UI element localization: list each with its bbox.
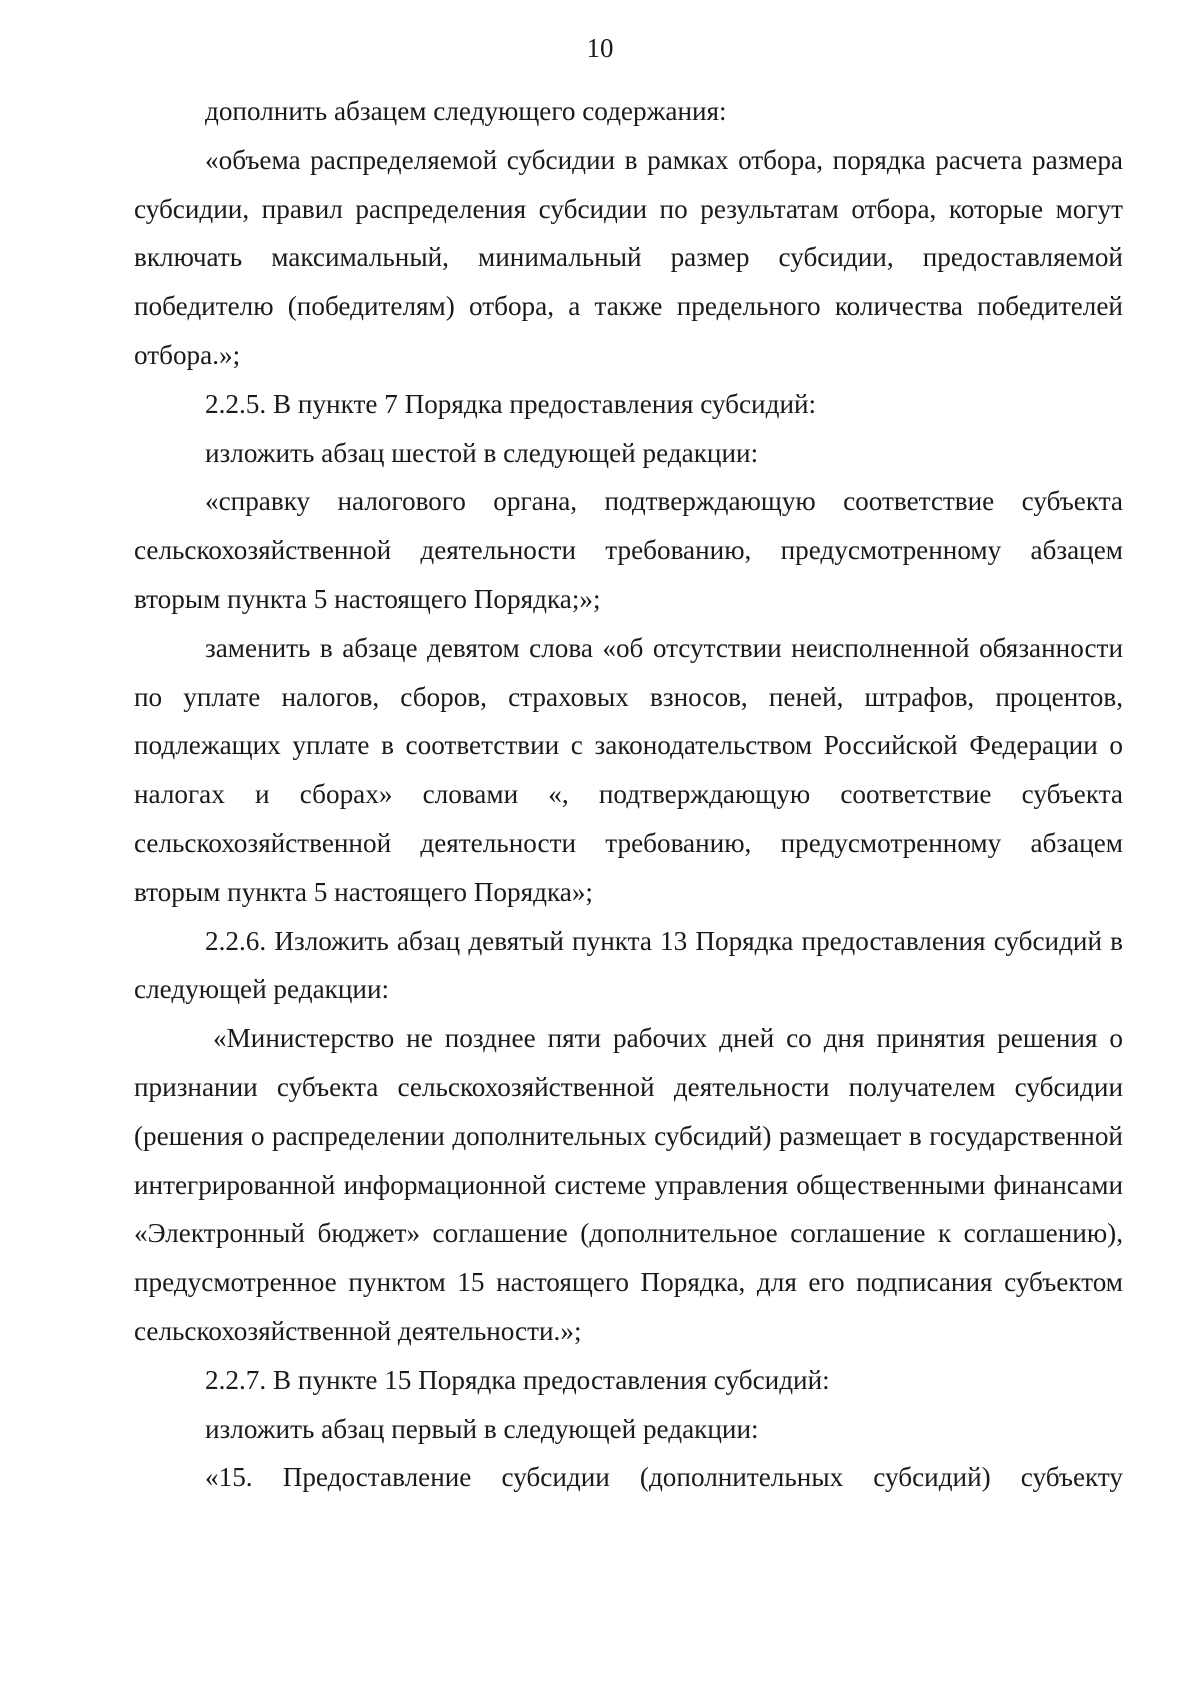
paragraph-item-2-2-5: 2.2.5. В пункте 7 Порядка предоставления субсидий: (205, 388, 817, 419)
paragraph-sixth-abzac-instruction: изложить абзац шестой в следующей редакции: (205, 437, 759, 468)
paragraph-subsidy-volume-quote: «объема распределяемой субсидии в рамках отбора, порядка расчета размера субсидии, правил распределения субсидии по результатам отбора, которые могут включать максимальный, минимальный размер субсидии, предоставляемой победителю (победителям) отбора, а также предельного количества победителей отбора.»; (134, 144, 1123, 370)
paragraph-item-2-2-7: 2.2.7. В пункте 15 Порядка предоставления субсидий: (205, 1364, 830, 1395)
paragraph-ministry-quote: «Министерство не позднее пяти рабочих дней со дня принятия решения о признании субъекта сельскохозяйственной деятельности получателем субсидии (решения о распределении дополнительных субсидий) размещает в государственной интегрированной информационной системе управления общественными финансами «Электронный бюджет» соглашение (дополнительное соглашение к соглашению), предусмотренное пунктом 15 настоящего Порядка, для его подписания субъектом сельскохозяйственной деятельности.»; (134, 1023, 1123, 1346)
paragraph-replace-words-ninth-abzac: заменить в абзаце девятом слова «об отсутствии неисполненной обязанности по уплате налогов, сборов, страховых взносов, пеней, штрафов, процентов, подлежащих уплате в соответствии с законодательством Российской Федерации о налогах и сборах» словами «, подтверждающую соответствие субъекта сельскохозяйственной деятельности требованию, предусмотренному абзацем вторым пункта 5 настоящего Порядка»; (134, 632, 1123, 907)
paragraph-tax-certificate-quote: «справку налогового органа, подтверждающую соответствие субъекта сельскохозяйственной деятельности требованию, предусмотренному абзацем вторым пункта 5 настоящего Порядка;»; (134, 486, 1123, 614)
paragraph-item-15-quote-start: «15. Предоставление субсидии (дополнительных субсидий) субъекту (205, 1462, 1123, 1493)
document-body (134, 87, 1123, 1502)
paragraph-item-2-2-6: 2.2.6. Изложить абзац девятый пункта 13 Порядка предоставления субсидий в следующей редакции: (134, 925, 1123, 1005)
page-number: 10 (586, 33, 614, 63)
paragraph-first-abzac-instruction: изложить абзац первый в следующей редакции: (205, 1413, 759, 1444)
paragraph-supplement-intro: дополнить абзацем следующего содержания: (205, 96, 727, 126)
